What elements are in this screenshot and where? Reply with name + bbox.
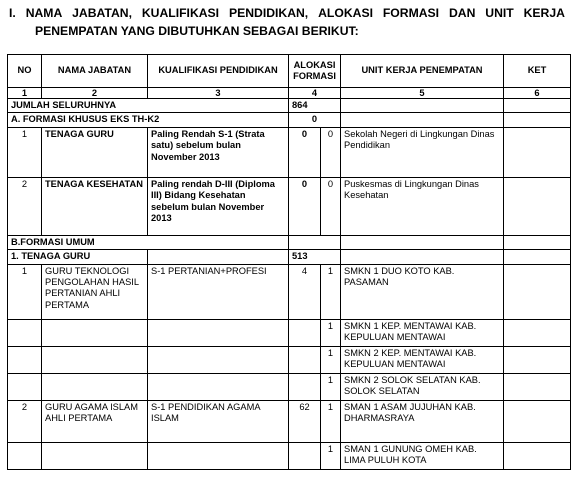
row-no <box>8 442 42 469</box>
column-number: 5 <box>341 88 504 99</box>
row-jabatan <box>42 442 148 469</box>
row-unit: SMKN 2 SOLOK SELATAN KAB. SOLOK SELATAN <box>341 373 504 400</box>
table-row <box>8 442 571 469</box>
row-kualifikasi <box>148 319 289 346</box>
header-jabatan: NAMA JABATAN <box>42 55 148 88</box>
row-unit-count: 1 <box>321 264 341 319</box>
column-number: 3 <box>148 88 289 99</box>
column-number: 4 <box>289 88 341 99</box>
row-unit-count: 1 <box>321 442 341 469</box>
row-jabatan <box>42 319 148 346</box>
row-unit-count: 1 <box>321 400 341 442</box>
row-unit: SMAN 1 ASAM JUJUHAN KAB. DHARMASRAYA <box>341 400 504 442</box>
table-row <box>8 373 571 400</box>
row-jabatan <box>42 373 148 400</box>
row-unit: SMKN 1 KEP. MENTAWAI KAB. KEPULUAN MENTAWAI <box>341 319 504 346</box>
row-no: 1 <box>8 264 42 319</box>
heading-line-2: PENEMPATAN YANG DIBUTUHKAN SEBAGAI BERIKUT: <box>35 24 359 38</box>
row-unit: Puskesmas di Lingkungan Dinas Kesehatan <box>341 177 504 235</box>
row-alokasi <box>289 319 321 346</box>
header-alokasi <box>289 55 341 88</box>
heading-word: NAMA <box>25 6 63 20</box>
table-row <box>8 127 571 177</box>
row-alokasi <box>289 346 321 373</box>
table-row <box>8 319 571 346</box>
heading-word: DAN <box>448 6 476 20</box>
heading-word: FORMASI <box>382 6 440 20</box>
row-kualifikasi: S-1 PERTANIAN+PROFESI <box>148 264 289 319</box>
row-jabatan: GURU AGAMA ISLAM AHLI PERTAMA <box>42 400 148 442</box>
subsection-1-value: 513 <box>289 250 341 264</box>
table-header-row <box>8 55 571 88</box>
row-alokasi <box>289 442 321 469</box>
row-kualifikasi <box>148 373 289 400</box>
section-b-label: B.FORMASI UMUM <box>8 235 289 249</box>
row-ket <box>504 400 571 442</box>
empty-cell <box>148 250 289 264</box>
heading-word: KERJA <box>523 6 565 20</box>
row-no: 2 <box>8 400 42 442</box>
column-number-row <box>8 88 571 99</box>
header-no: NO <box>8 55 42 88</box>
empty-cell <box>341 250 504 264</box>
total-value: 864 <box>289 99 341 113</box>
heading-word: ALOKASI <box>318 6 373 20</box>
total-label: JUMLAH SELURUHNYA <box>8 99 289 113</box>
row-alokasi <box>289 373 321 400</box>
row-ket <box>504 127 571 177</box>
row-unit-count: 1 <box>321 373 341 400</box>
column-number: 2 <box>42 88 148 99</box>
row-kualifikasi: Paling Rendah S-1 (Strata satu) sebelum bulan November 2013 <box>148 127 289 177</box>
table-row <box>8 400 571 442</box>
empty-cell <box>341 113 504 127</box>
empty-cell <box>504 113 571 127</box>
section-a-value: 0 <box>289 113 341 127</box>
row-kualifikasi <box>148 442 289 469</box>
header-kualifikasi: KUALIFIKASI PENDIDIKAN <box>148 55 289 88</box>
row-unit-count: 1 <box>321 346 341 373</box>
formation-table <box>7 54 571 470</box>
row-no: 2 <box>8 177 42 235</box>
row-jabatan: TENAGA GURU <box>42 127 148 177</box>
empty-cell <box>504 99 571 113</box>
header-ket: KET <box>504 55 571 88</box>
section-a-label: A. FORMASI KHUSUS EKS TH-K2 <box>8 113 289 127</box>
row-unit: SMKN 2 KEP. MENTAWAI KAB. KEPULUAN MENTAWAI <box>341 346 504 373</box>
row-unit: Sekolah Negeri di Lingkungan Dinas Pendidikan <box>341 127 504 177</box>
row-jabatan: TENAGA KESEHATAN <box>42 177 148 235</box>
table-row <box>8 346 571 373</box>
section-b-row <box>8 235 571 249</box>
heading-word: KUALIFIKASI <box>141 6 220 20</box>
subsection-1-row <box>8 250 571 264</box>
row-ket <box>504 177 571 235</box>
row-no <box>8 373 42 400</box>
table-row <box>8 264 571 319</box>
row-ket <box>504 319 571 346</box>
heading-word: UNIT <box>485 6 514 20</box>
heading-word: PENDIDIKAN, <box>228 6 309 20</box>
row-alokasi: 0 <box>289 177 321 235</box>
row-ket <box>504 264 571 319</box>
section-a-row <box>8 113 571 127</box>
document-heading <box>9 4 565 40</box>
row-kualifikasi: Paling rendah D-III (Diploma III) Bidang Kesehatan sebelum bulan November 2013 <box>148 177 289 235</box>
row-ket <box>504 346 571 373</box>
empty-cell <box>504 250 571 264</box>
row-alokasi: 0 <box>289 127 321 177</box>
row-unit-count: 1 <box>321 319 341 346</box>
row-ket <box>504 373 571 400</box>
column-number: 1 <box>8 88 42 99</box>
row-unit-count: 0 <box>321 177 341 235</box>
row-ket <box>504 442 571 469</box>
table-row <box>8 177 571 235</box>
header-unit: UNIT KERJA PENEMPATAN <box>341 55 504 88</box>
row-no <box>8 319 42 346</box>
empty-cell <box>504 235 571 249</box>
row-alokasi: 4 <box>289 264 321 319</box>
total-row <box>8 99 571 113</box>
heading-word: I. <box>9 6 16 20</box>
row-jabatan: GURU TEKNOLOGI PENGOLAHAN HASIL PERTANIAN AHLI PERTAMA <box>42 264 148 319</box>
column-number: 6 <box>504 88 571 99</box>
heading-line-1 <box>9 4 565 22</box>
row-kualifikasi: S-1 PENDIDIKAN AGAMA ISLAM <box>148 400 289 442</box>
header-alokasi-line-2: FORMASI <box>293 71 336 81</box>
row-kualifikasi <box>148 346 289 373</box>
row-jabatan <box>42 346 148 373</box>
row-unit: SMKN 1 DUO KOTO KAB. PASAMAN <box>341 264 504 319</box>
row-no: 1 <box>8 127 42 177</box>
header-alokasi-line-1: ALOKASI <box>293 59 336 70</box>
row-unit: SMAN 1 GUNUNG OMEH KAB. LIMA PULUH KOTA <box>341 442 504 469</box>
subsection-1-label: 1. TENAGA GURU <box>8 250 148 264</box>
heading-word: JABATAN, <box>72 6 132 20</box>
empty-cell <box>341 99 504 113</box>
row-alokasi: 62 <box>289 400 321 442</box>
row-unit-count: 0 <box>321 127 341 177</box>
empty-cell <box>289 235 341 249</box>
row-no <box>8 346 42 373</box>
empty-cell <box>341 235 504 249</box>
